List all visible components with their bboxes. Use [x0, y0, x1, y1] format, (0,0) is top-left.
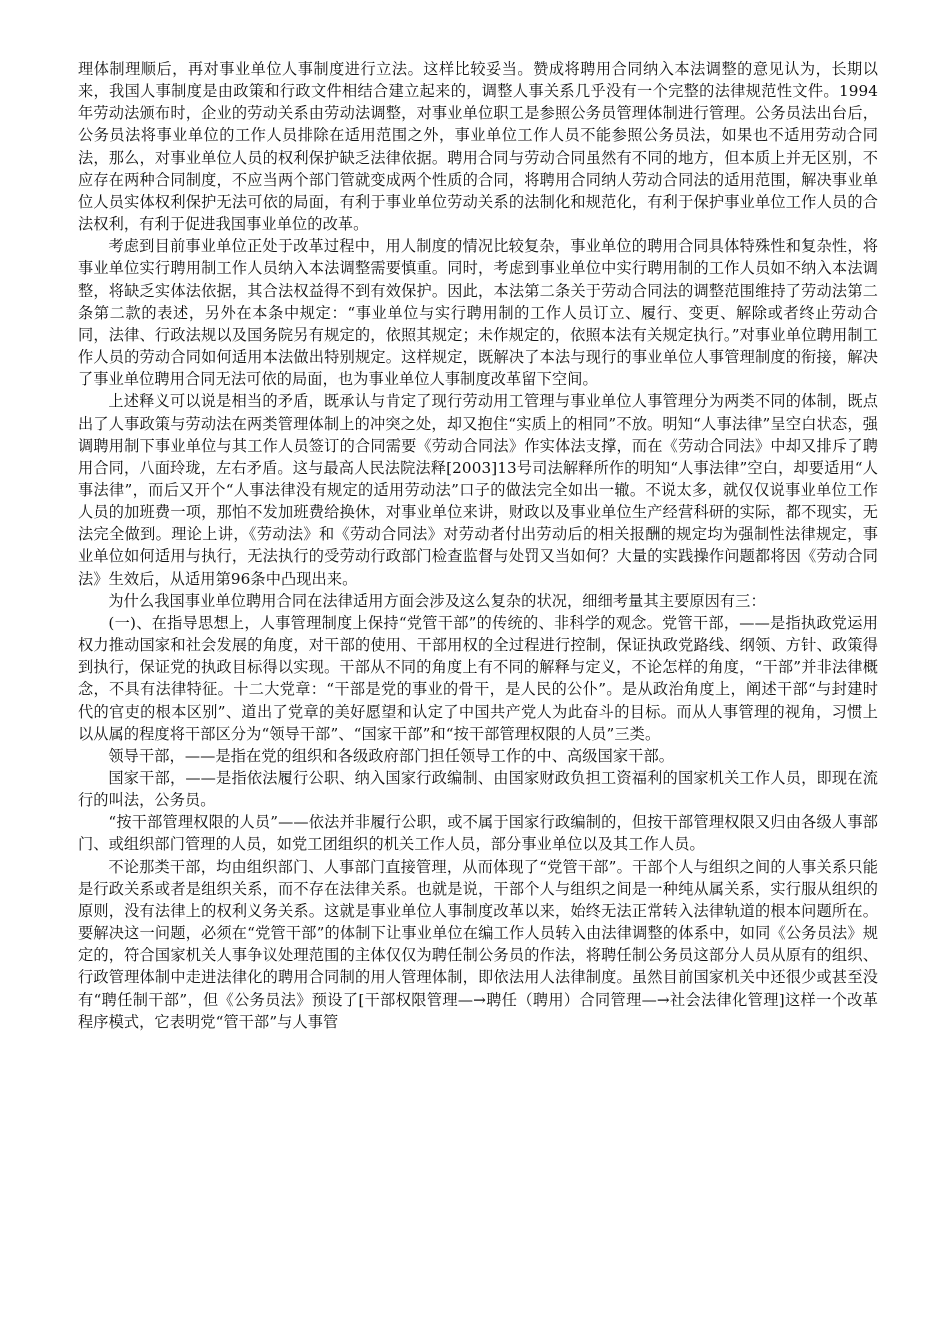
paragraph-4: 为什么我国事业单位聘用合同在法律适用方面会涉及这么复杂的状况，细细考量其主要原因有三： — [108, 591, 766, 610]
paragraph-2: 考虑到目前事业单位正处于改革过程中，用人制度的情况比较复杂，事业单位的聘用合同具体特殊性和复杂性，将事业单位实行聘用制工作人员纳入本法调整需要慎重。同时，考虑到事业单位中实行聘用制的工作人员如不纳入本法调整，将缺乏实体法依据，其合法权益得不到有效保护。因此，本法第二条关于劳动合同法的调整范围维持了劳动法第二条第二款的表述，另外在本条中规定：“事业单位与实行聘用制的工作人员订立、履行、变更、解除或者终止劳动合同，法律、行政法规以及国务院另有规定的，依照其规定；未作规定的，依照本法有关规定执行。”对事业单位聘用制工作人员的劳动合同如何适用本法做出特别规定。这样规定，既解决了本法与现行的事业单位人事管理制度的衔接，解决了事业单位聘用合同无法可依的局面，也为事业单位人事制度改革留下空间。 — [78, 237, 878, 389]
document-page — [78, 58, 878, 1033]
paragraph-7: 国家干部，——是指依法履行公职、纳入国家行政编制、由国家财政负担工资福利的国家机关工作人员，即现在流行的叫法，公务员。 — [78, 769, 878, 810]
paragraph-5: (一)、在指导思想上，人事管理制度上保持“党管干部”的传统的、非科学的观念。党管干部，——是指执政党运用权力推动国家和社会发展的角度，对干部的使用、干部用权的全过程进行控制，保证执政党路线、纲领、方针、政策得到执行，保证党的执政目标得以实现。干部从不同的角度上有不同的解释与定义，不论怎样的角度，“干部”并非法律概念，不具有法律特征。十二大党章：“干部是党的事业的骨干，是人民的公仆”。是从政治角度上，阐述干部“与封建时代的官吏的根本区别”、道出了党章的美好愿望和认定了中国共产党人为此奋斗的目标。而从人事管理的视角，习惯上以从属的程度将干部区分为“领导干部”、“国家干部”和“按干部管理权限的人员”三类。 — [78, 613, 878, 743]
paragraph-6: 领导干部，——是指在党的组织和各级政府部门担任领导工作的中、高级国家干部。 — [108, 746, 675, 765]
paragraph-3: 上述释义可以说是相当的矛盾，既承认与肯定了现行劳动用工管理与事业单位人事管理分为两类不同的体制，既点出了人事政策与劳动法在两类管理体制上的冲突之处，却又抱住“实质上的相同”不放。明知“人事法律”呈空白状态，强调聘用制下事业单位与其工作人员签订的合同需要《劳动合同法》作实体法支撑，而在《劳动合同法》中却又排斥了聘用合同，八面玲珑，左右矛盾。这与最高人民法院法释[2003]13号司法解释所作的明知“人事法律”空白，却要适用“人事法律”，而后又开个“人事法律没有规定的适用劳动法”口子的做法完全如出一辙。不说太多，就仅仅说事业单位工作人员的加班费一项，那怕不发加班费给换休，对事业单位来讲，财政以及事业单位生产经营科研的实际，都不现实，无法完全做到。理论上讲，《劳动法》和《劳动合同法》对劳动者付出劳动后的相关报酬的规定均为强制性法律规定，事业单位如何适用与执行，无法执行的受劳动行政部门检查监督与处罚又当如何？大量的实践操作问题都将因《劳动合同法》生效后，从适用第96条中凸现出来。 — [78, 392, 878, 588]
paragraph-9: 不论那类干部，均由组织部门、人事部门直接管理，从而体现了“党管干部”。干部个人与组织之间的人事关系只能是行政关系或者是组织关系，而不存在法律关系。也就是说，干部个人与组织之间是一种纯从属关系，实行服从组织的原则，没有法律上的权利义务关系。这就是事业单位人事制度改革以来，始终无法正常转入法律轨道的根本问题所在。要解决这一问题，必须在“党管干部”的体制下让事业单位在编工作人员转入由法律调整的体系中，如同《公务员法》规定的，符合国家机关人事争议处理范围的主体仅仅为聘任制公务员的作法，将聘任制公务员这部分人员从原有的组织、行政管理体制中走进法律化的聘用合同制的用人管理体制，即依法用人法律制度。虽然目前国家机关中还很少或甚至没有“聘任制干部”，但《公务员法》预设了[干部权限管理—→聘任（聘用）合同管理—→社会法律化管理]这样一个改革程序模式，它表明党“管干部”与人事管 — [78, 857, 878, 1031]
paragraph-1: 理体制理顺后，再对事业单位人事制度进行立法。这样比较妥当。赞成将聘用合同纳入本法调整的意见认为，长期以来，我国人事制度是由政策和行政文件相结合建立起来的，调整人事关系几乎没有一个完整的法律规范性文件。1994年劳动法颁布时，企业的劳动关系由劳动法调整，对事业单位职工是参照公务员管理体制进行管理。公务员法出台后，公务员法将事业单位的工作人员排除在适用范围之外，事业单位工作人员不能参照公务员法，如果也不适用劳动合同法，那么，对事业单位人员的权利保护缺乏法律依据。聘用合同与劳动合同虽然有不同的地方，但本质上并无区别，不应存在两种合同制度，不应当两个部门管就变成两个性质的合同，将聘用合同纳人劳动合同法的适用范围，解决事业单位人员实体权利保护无法可依的局面，有利于事业单位劳动关系的法制化和规范化，有利于保护事业单位工作人员的合法权利，有利于促进我国事业单位的改革。 — [78, 60, 878, 234]
paragraph-8: “按干部管理权限的人员”——依法并非履行公职，或不属于国家行政编制的，但按干部管理权限又归由各级人事部门、或组织部门管理的人员，如党工团组织的机关工作人员，部分事业单位以及其工作人员。 — [78, 813, 878, 854]
